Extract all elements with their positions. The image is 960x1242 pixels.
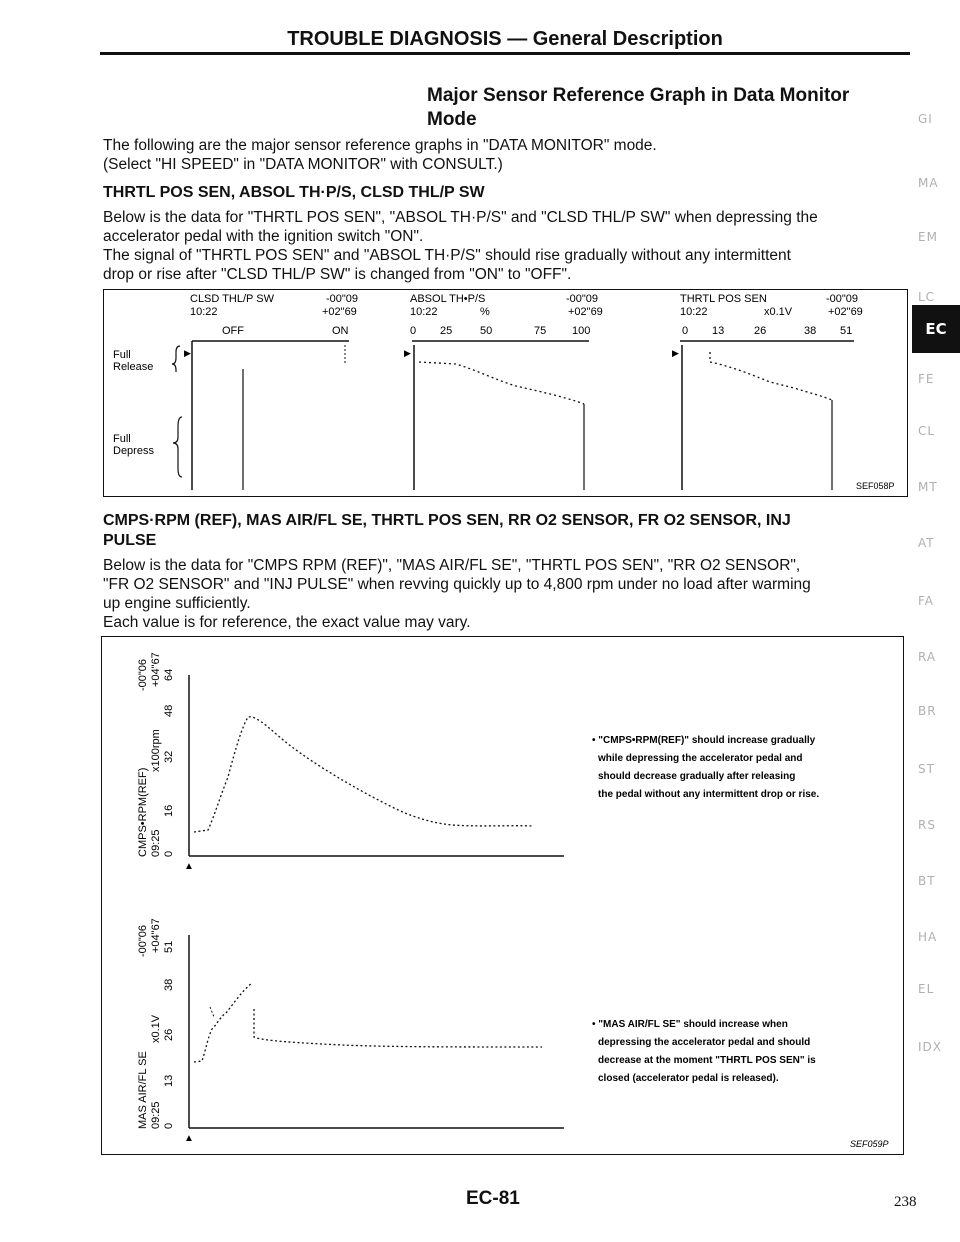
panel3-unit: x0.1V — [764, 306, 793, 318]
tab-bt[interactable]: BT — [918, 874, 936, 888]
panel2-signal-rise — [419, 362, 584, 404]
arrow-marker-1: ▶ — [184, 348, 191, 358]
tab-ra[interactable]: RA — [918, 650, 937, 664]
graph2-unit: x0.1V — [150, 1014, 162, 1043]
graph2-tick-13: 13 — [163, 1074, 175, 1087]
depress-label: Depress — [113, 445, 154, 457]
tab-ha[interactable]: HA — [918, 930, 938, 944]
panel2-tick-100: 100 — [572, 325, 591, 337]
intro-line1: The following are the major sensor reference graphs in "DATA MONITOR" mode. — [103, 137, 657, 154]
tab-lc[interactable]: LC — [918, 290, 936, 304]
graph2-tr2: +04"67 — [150, 918, 162, 953]
graph2-note-line1: • "MAS AIR/FL SE" should increase when — [592, 1019, 788, 1030]
graph2-tick-51: 51 — [163, 940, 175, 953]
panel1-tr1: -00"09 — [326, 293, 359, 305]
subsection2-line3: up engine sufficiently. — [103, 595, 251, 612]
graph2-maf-spike — [210, 1007, 214, 1017]
graph1-label-group — [137, 652, 175, 857]
panel3-time: 10:22 — [680, 306, 708, 318]
panel2-tick-75: 75 — [534, 325, 547, 337]
panel3-title: THRTL POS SEN — [680, 293, 767, 305]
graph1-note-line1: • "CMPS•RPM(REF)" should increase gradually — [592, 735, 816, 746]
depress-brace — [173, 417, 182, 477]
graph1-tick-64: 64 — [163, 668, 175, 681]
tab-fe[interactable]: FE — [918, 372, 935, 386]
panel2-tr2: +02"69 — [568, 306, 603, 318]
graph2-tick-38: 38 — [163, 978, 175, 991]
tab-rs[interactable]: RS — [918, 818, 936, 832]
panel2-unit: % — [480, 306, 490, 318]
tab-ma[interactable]: MA — [918, 176, 939, 190]
graph2-label2: 09:25 — [150, 1101, 162, 1129]
section-title-line1: Major Sensor Reference Graph in Data Monitor — [427, 85, 850, 106]
panel1-tick-on: ON — [332, 325, 349, 337]
panel3-tr2: +02"69 — [828, 306, 863, 318]
graph1-note — [592, 735, 819, 800]
tab-st[interactable]: ST — [918, 762, 935, 776]
graph2-label1: MAS AIR/FL SE — [137, 1051, 149, 1129]
release-brace — [172, 346, 180, 372]
tab-ec-active[interactable]: EC — [912, 305, 960, 353]
panel2-tick-50: 50 — [480, 325, 493, 337]
graph2-maf-rise — [194, 983, 252, 1062]
panel2-tr1: -00"09 — [566, 293, 599, 305]
section-title-line2: Mode — [427, 109, 477, 130]
figure2-code: SEF059P — [850, 1139, 889, 1149]
figure1-code: SEF058P — [856, 481, 895, 491]
subsection2-line2: "FR O2 SENSOR" and "INJ PULSE" when revving quickly up to 4,800 rpm under no load after warming — [103, 576, 811, 593]
graph1-tick-16: 16 — [163, 804, 175, 817]
subsection1-heading: THRTL POS SEN, ABSOL TH·P/S, CLSD THL/P SW — [103, 184, 485, 201]
arrow-marker-3: ▶ — [672, 348, 679, 358]
graph2-tr1: -00"06 — [137, 924, 149, 957]
subsection1-line1: Below is the data for "THRTL POS SEN", "ABSOL TH·P/S" and "CLSD THL/P SW" when depressing the — [103, 209, 818, 226]
full-label-2: Full — [113, 433, 131, 445]
panel3-tick-26: 26 — [754, 325, 767, 337]
graph2-tick-0: 0 — [163, 1122, 175, 1129]
panel3-tick-51: 51 — [840, 325, 853, 337]
full-label-1: Full — [113, 349, 131, 361]
intro-line2: (Select "HI SPEED" in "DATA MONITOR" with CONSULT.) — [103, 156, 503, 173]
graph1-tr2: +04"67 — [150, 652, 162, 687]
subsection1-line4: drop or rise after "CLSD THL/P SW" is changed from "ON" to "OFF". — [103, 266, 572, 283]
graph1-note-line4: the pedal without any intermittent drop or rise. — [598, 789, 820, 800]
release-label: Release — [113, 361, 154, 373]
tab-fa[interactable]: FA — [918, 594, 935, 608]
graph1-tick-0: 0 — [163, 850, 175, 857]
tab-em[interactable]: EM — [918, 230, 938, 244]
graph1-tr1: -00"06 — [137, 658, 149, 691]
panel1-time: 10:22 — [190, 306, 218, 318]
tab-el[interactable]: EL — [918, 982, 935, 996]
tab-br[interactable]: BR — [918, 704, 937, 718]
subsection2-heading-line1: CMPS·RPM (REF), MAS AIR/FL SE, THRTL POS SEN, RR O2 SENSOR, FR O2 SENSOR, INJ — [103, 512, 791, 529]
tab-at[interactable]: AT — [918, 536, 935, 550]
figure-throttle-svg — [104, 290, 907, 496]
graph1-label2: 09:25 — [150, 829, 162, 857]
graph1-note-line2: while depressing the accelerator pedal and — [598, 753, 803, 764]
panel1-title: CLSD THL/P SW — [190, 293, 274, 305]
panel3-signal-rise — [710, 352, 832, 400]
arrow-marker-2: ▶ — [404, 348, 411, 358]
subsection1-line3: The signal of "THRTL POS SEN" and "ABSOL TH·P/S" should rise gradually without any intermittent — [103, 247, 791, 264]
graph2-note — [592, 1019, 816, 1084]
panel2-tick-25: 25 — [440, 325, 453, 337]
tab-cl[interactable]: CL — [918, 424, 936, 438]
graph2-label-group — [137, 918, 175, 1129]
tab-mt[interactable]: MT — [918, 480, 938, 494]
figure-throttle-graphs — [103, 289, 908, 497]
page-code: EC-81 — [466, 1188, 520, 1209]
subsection2-heading-line2: PULSE — [103, 532, 157, 549]
panel3-tick-0: 0 — [682, 325, 689, 337]
panel2-title: ABSOL TH•P/S — [410, 293, 486, 305]
panel2-time: 10:22 — [410, 306, 438, 318]
panel3-tr1: -00"09 — [826, 293, 859, 305]
panel3-tick-13: 13 — [712, 325, 725, 337]
graph2-note-line2: depressing the accelerator pedal and should — [598, 1037, 811, 1048]
subsection1-line2: accelerator pedal with the ignition switch "ON". — [103, 228, 424, 245]
graph1-unit: x100rpm — [150, 729, 162, 772]
figure-rpm-maf-svg — [102, 637, 903, 1154]
subsection2-line1: Below is the data for "CMPS RPM (REF)", "MAS AIR/FL SE", "THRTL POS SEN", "RR O2 SENSOR", — [103, 557, 801, 574]
graph2-tick-26: 26 — [163, 1028, 175, 1041]
header-rule — [100, 52, 910, 55]
graph1-marker: ▲ — [184, 861, 194, 872]
tab-idx[interactable]: IDX — [918, 1040, 942, 1054]
page-header: TROUBLE DIAGNOSIS — General Description — [287, 28, 723, 50]
graph1-label1: CMPS•RPM(REF) — [137, 767, 149, 857]
panel1-tick-off: OFF — [222, 325, 244, 337]
panel1-tr2: +02"69 — [322, 306, 357, 318]
graph2-note-line4: closed (accelerator pedal is released). — [598, 1073, 779, 1084]
graph1-tick-48: 48 — [163, 704, 175, 717]
graph1-tick-32: 32 — [163, 750, 175, 763]
page-number: 238 — [894, 1194, 917, 1210]
figure-rpm-maf-graphs — [101, 636, 904, 1155]
subsection2-line4: Each value is for reference, the exact value may vary. — [103, 614, 471, 631]
panel2-tick-0: 0 — [410, 325, 417, 337]
graph1-rpm-curve — [194, 717, 532, 832]
graph2-maf-fall — [254, 1009, 542, 1047]
tab-gi[interactable]: GI — [918, 112, 933, 126]
panel3-tick-38: 38 — [804, 325, 817, 337]
graph1-note-line3: should decrease gradually after releasing — [598, 771, 796, 782]
graph2-note-line3: decrease at the moment "THRTL POS SEN" is — [598, 1055, 816, 1066]
graph2-marker: ▲ — [184, 1133, 194, 1144]
